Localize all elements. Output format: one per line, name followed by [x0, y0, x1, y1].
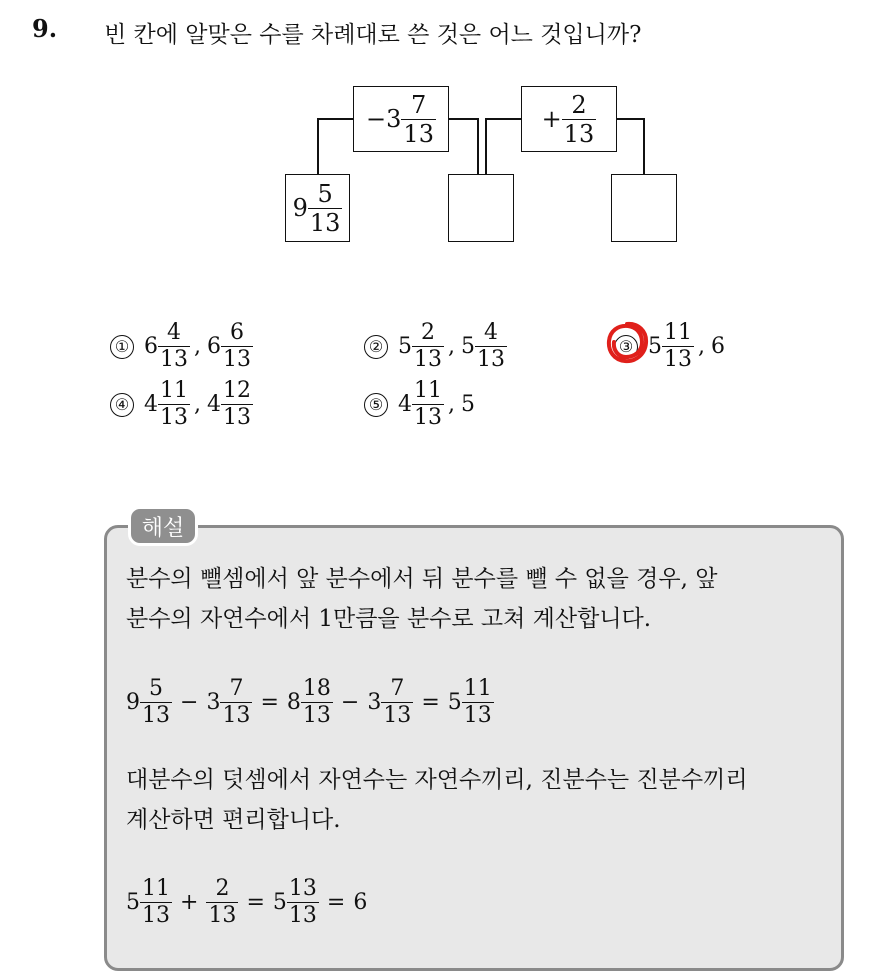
- choice-marker: ④: [110, 393, 134, 417]
- connector-line: [317, 118, 353, 120]
- text-line: 분수의 뺄셈에서 앞 분수에서 뒤 분수를 뺄 수 없을 경우, 앞: [126, 566, 718, 592]
- blank-box-1: [448, 174, 514, 242]
- operation-box-add: [521, 86, 617, 152]
- start-value-box: [285, 174, 350, 242]
- whole-part: 3: [386, 105, 402, 133]
- whole-part: 9: [292, 194, 308, 222]
- choice-4[interactable]: ④ 4 $\frac{11}{13}$ , 4 $\frac{12}{13}$: [110, 380, 253, 429]
- solution-tag: 해설: [128, 506, 198, 546]
- choice-marker: ⑤: [364, 393, 388, 417]
- op-sign: −: [366, 105, 387, 133]
- connector-line: [477, 118, 479, 175]
- solution-equation-2: 5 $\frac{11}{13}$ + $\frac{2}{13}$ = 5 $\frac{13}{13}$ = 6: [126, 876, 368, 928]
- solution-equation-1: 9 $\frac{5}{13}$ − 3 $\frac{7}{13}$ = 8 $\frac{18}{13}$ − 3 $\frac{7}{13}$ = 5 $\frac{11}{13}$: [126, 676, 492, 728]
- choice-2[interactable]: ② 5 $\frac{2}{13}$ , 5 $\frac{4}{13}$: [364, 322, 507, 371]
- blank-box-2: [611, 174, 677, 242]
- solution-paragraph-1: [126, 559, 826, 639]
- choice-marker: ①: [110, 335, 134, 359]
- connector-line: [485, 118, 487, 175]
- text-line: 분수의 자연수에서 1만큼을 분수로 고쳐 계산합니다.: [126, 606, 652, 632]
- choice-marker: ②: [364, 335, 388, 359]
- operation-box-subtract: [353, 86, 449, 152]
- fraction: $\frac{2}{13}$: [563, 90, 595, 148]
- fraction: $\frac{5}{13}$: [309, 179, 341, 237]
- question-text: 빈 칸에 알맞은 수를 차례대로 쓴 것은 어느 것입니까?: [104, 22, 642, 48]
- op-sign: +: [541, 105, 562, 133]
- connector-line: [317, 118, 319, 174]
- choice-marker: ③: [614, 335, 638, 359]
- text-line: 대분수의 덧셈에서 자연수는 자연수끼리, 진분수는 진분수끼리: [126, 767, 748, 793]
- answer-circle-mark: [604, 320, 650, 366]
- question-number: 9.: [32, 14, 58, 43]
- connector-line: [643, 118, 645, 175]
- text-line: 계산하면 편리합니다.: [126, 807, 341, 833]
- connector-line: [448, 118, 478, 120]
- connector-line: [485, 118, 522, 120]
- choice-3[interactable]: ③ 5 $\frac{11}{13}$ , 6: [614, 322, 725, 371]
- solution-paragraph-2: [126, 760, 826, 840]
- fraction: $\frac{7}{13}$: [403, 90, 434, 148]
- choice-1[interactable]: ① 6 $\frac{4}{13}$ , 6 $\frac{6}{13}$: [110, 322, 253, 371]
- choice-5[interactable]: ⑤ 4 $\frac{11}{13}$ , 5: [364, 380, 475, 429]
- connector-line: [616, 118, 644, 120]
